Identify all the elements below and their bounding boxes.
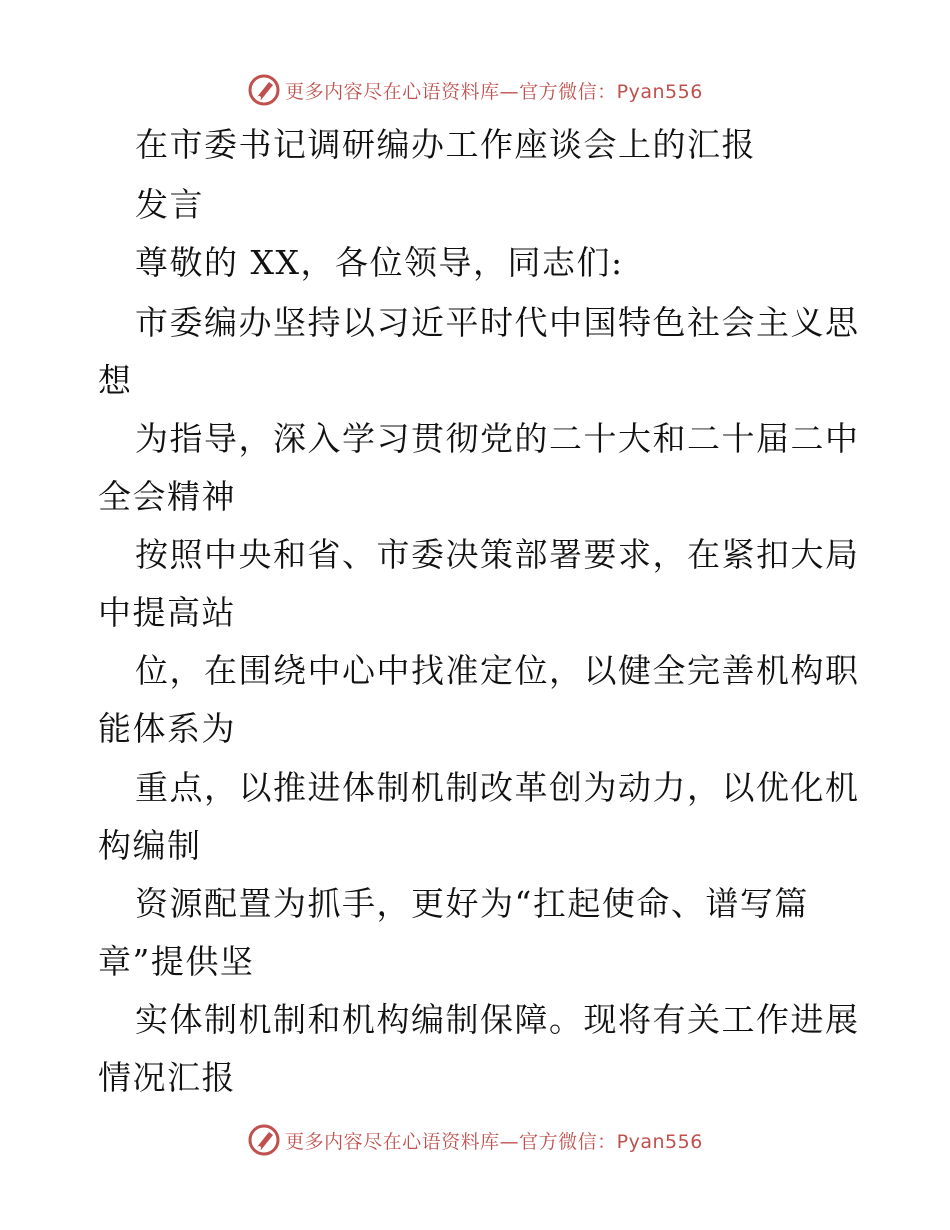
salutation: 尊敬的 XX，各位领导，同志们: (135, 243, 624, 282)
paragraph-line: 章”提供坚 (98, 942, 255, 981)
paragraph-line: 构编制 (98, 826, 202, 865)
paragraph-line: 按照中央和省、市委决策部署要求，在紧扣大局 (135, 535, 860, 574)
paragraph-line: 为指导，深入学习贯彻党的二十大和二十届二中 (135, 419, 860, 458)
title-line-2: 发言 (135, 185, 204, 224)
paragraph-line: 实体制机制和机构编制保障。现将有关工作进展 (135, 1000, 860, 1039)
paragraph-line: 中提高站 (98, 593, 236, 632)
paragraph-line: 位，在围绕中心中找准定位，以健全完善机构职 (135, 651, 860, 690)
paragraph-line: 资源配置为抓手，更好为“扛起使命、谱写篇 (135, 884, 809, 923)
paragraph-line: 能体系为 (98, 709, 236, 748)
pen-circle-icon (247, 1123, 281, 1157)
paragraph-line: 想 (98, 361, 133, 400)
paragraph-line: 市委编办坚持以习近平时代中国特色社会主义思 (135, 303, 860, 342)
paragraph-line: 重点，以推进体制机制改革创为动力，以优化机 (135, 768, 860, 807)
paragraph-line: 全会精神 (98, 477, 236, 516)
watermark-text: 更多内容尽在心语资料库—官方微信：Pyan556 (285, 80, 703, 103)
header-watermark-banner (0, 70, 950, 110)
paragraph-line: 情况汇报 (98, 1058, 236, 1097)
footer-watermark-banner (0, 1120, 950, 1160)
pen-circle-icon (247, 73, 281, 107)
title-line-1: 在市委书记调研编办工作座谈会上的汇报 (135, 125, 756, 164)
watermark-text: 更多内容尽在心语资料库—官方微信：Pyan556 (285, 1130, 703, 1153)
